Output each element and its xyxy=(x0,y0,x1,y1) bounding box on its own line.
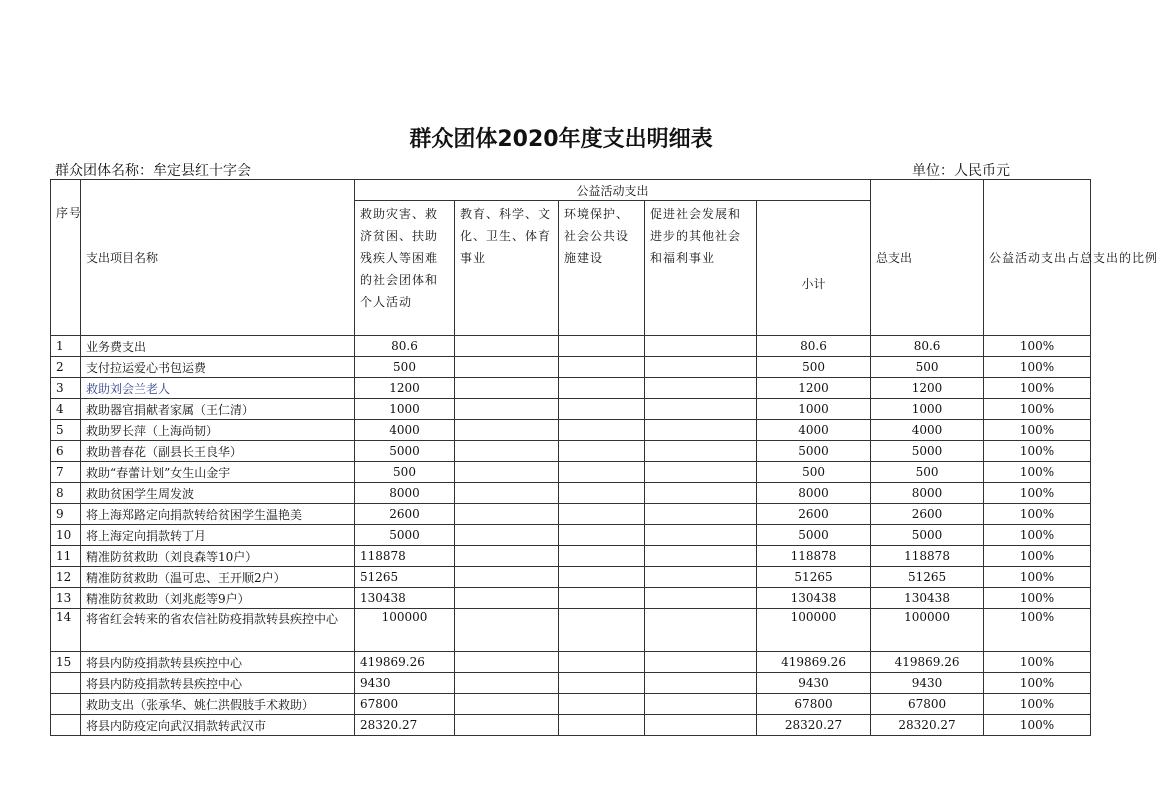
row-environment xyxy=(559,567,645,588)
row-environment xyxy=(559,715,645,736)
row-development xyxy=(645,462,757,483)
row-total: 100000 xyxy=(871,609,984,652)
row-environment xyxy=(559,378,645,399)
row-ratio: 100% xyxy=(984,357,1091,378)
row-total: 5000 xyxy=(871,441,984,462)
table-row xyxy=(51,462,1091,483)
row-seq: 8 xyxy=(51,483,81,504)
row-environment xyxy=(559,609,645,652)
row-relief: 28320.27 xyxy=(355,715,455,736)
row-education xyxy=(455,546,559,567)
row-subtotal: 4000 xyxy=(757,420,871,441)
row-environment xyxy=(559,525,645,546)
row-ratio: 100% xyxy=(984,378,1091,399)
row-education xyxy=(455,609,559,652)
row-ratio: 100% xyxy=(984,652,1091,673)
page-title: 群众团体2020年度支出明细表 xyxy=(409,127,713,152)
row-subtotal: 2600 xyxy=(757,504,871,525)
row-name: 救助普春花（副县长王良华） xyxy=(81,441,355,462)
row-development xyxy=(645,399,757,420)
row-seq: 10 xyxy=(51,525,81,546)
row-subtotal: 118878 xyxy=(757,546,871,567)
header-development: 促进社会发展和进步的其他社会和福利事业 xyxy=(645,201,757,336)
row-name: 救助刘会兰老人 xyxy=(81,378,355,399)
row-seq: 3 xyxy=(51,378,81,399)
row-name: 将上海郑路定向捐款转给贫困学生温艳美 xyxy=(81,504,355,525)
row-total: 118878 xyxy=(871,546,984,567)
row-total: 8000 xyxy=(871,483,984,504)
header-relief: 救助灾害、救济贫困、扶助残疾人等困难的社会团体和个人活动 xyxy=(355,201,455,336)
row-education xyxy=(455,525,559,546)
row-seq: 14 xyxy=(51,609,81,652)
row-subtotal: 5000 xyxy=(757,441,871,462)
table-row xyxy=(51,588,1091,609)
row-seq: 11 xyxy=(51,546,81,567)
row-development xyxy=(645,546,757,567)
row-total: 500 xyxy=(871,357,984,378)
expenditure-table xyxy=(50,179,1158,736)
row-ratio: 100% xyxy=(984,694,1091,715)
row-seq: 7 xyxy=(51,462,81,483)
row-development xyxy=(645,694,757,715)
row-subtotal: 5000 xyxy=(757,525,871,546)
row-name: 救助贫困学生周发波 xyxy=(81,483,355,504)
row-relief: 118878 xyxy=(355,546,455,567)
row-total: 51265 xyxy=(871,567,984,588)
row-environment xyxy=(559,336,645,357)
row-name: 救助罗长萍（上海尚韧） xyxy=(81,420,355,441)
row-development xyxy=(645,715,757,736)
row-environment xyxy=(559,588,645,609)
row-education xyxy=(455,483,559,504)
row-environment xyxy=(559,694,645,715)
row-seq: 6 xyxy=(51,441,81,462)
row-development xyxy=(645,504,757,525)
row-seq: 9 xyxy=(51,504,81,525)
row-subtotal: 1000 xyxy=(757,399,871,420)
table-row xyxy=(51,694,1091,715)
row-development xyxy=(645,420,757,441)
row-development xyxy=(645,525,757,546)
row-subtotal: 8000 xyxy=(757,483,871,504)
header-education: 教育、科学、文化、卫生、体育事业 xyxy=(455,201,559,336)
table-row xyxy=(51,336,1091,357)
row-seq xyxy=(51,715,81,736)
row-relief: 51265 xyxy=(355,567,455,588)
row-name: 救助支出（张承华、姚仁洪假肢手术救助） xyxy=(81,694,355,715)
row-education xyxy=(455,694,559,715)
row-subtotal: 67800 xyxy=(757,694,871,715)
row-environment xyxy=(559,673,645,694)
row-ratio: 100% xyxy=(984,609,1091,652)
row-relief: 130438 xyxy=(355,588,455,609)
row-environment xyxy=(559,399,645,420)
row-education xyxy=(455,441,559,462)
currency-unit: 单位：人民币元 xyxy=(912,163,1010,179)
row-name: 精准防贫救助（温可忠、王开顺2户） xyxy=(81,567,355,588)
table-row xyxy=(51,525,1091,546)
table-row xyxy=(51,546,1091,567)
row-name: 将上海定向捐款转丁月 xyxy=(81,525,355,546)
header-environment: 环境保护、社会公共设施建设 xyxy=(559,201,645,336)
row-education xyxy=(455,462,559,483)
row-seq: 1 xyxy=(51,336,81,357)
row-ratio: 100% xyxy=(984,420,1091,441)
row-name: 精准防贫救助（刘良森等10户） xyxy=(81,546,355,567)
row-ratio: 100% xyxy=(984,525,1091,546)
row-ratio: 100% xyxy=(984,504,1091,525)
row-seq: 13 xyxy=(51,588,81,609)
row-seq: 2 xyxy=(51,357,81,378)
row-relief: 419869.26 xyxy=(355,652,455,673)
row-ratio: 100% xyxy=(984,715,1091,736)
row-name: 将省红会转来的省农信社防疫捐款转县疾控中心 xyxy=(81,609,355,652)
row-development xyxy=(645,652,757,673)
row-development xyxy=(645,673,757,694)
row-seq: 12 xyxy=(51,567,81,588)
row-relief: 1000 xyxy=(355,399,455,420)
row-relief: 9430 xyxy=(355,673,455,694)
row-subtotal: 80.6 xyxy=(757,336,871,357)
row-total: 80.6 xyxy=(871,336,984,357)
row-development xyxy=(645,588,757,609)
row-total: 28320.27 xyxy=(871,715,984,736)
row-environment xyxy=(559,441,645,462)
row-total: 130438 xyxy=(871,588,984,609)
row-education xyxy=(455,336,559,357)
row-name: 将县内防疫捐款转县疾控中心 xyxy=(81,652,355,673)
table-row xyxy=(51,567,1091,588)
table-row xyxy=(51,399,1091,420)
row-education xyxy=(455,420,559,441)
row-relief: 500 xyxy=(355,357,455,378)
row-development xyxy=(645,483,757,504)
row-relief: 5000 xyxy=(355,441,455,462)
row-seq: 15 xyxy=(51,652,81,673)
row-name: 将县内防疫定向武汉捐款转武汉市 xyxy=(81,715,355,736)
row-total: 2600 xyxy=(871,504,984,525)
table-row xyxy=(51,357,1091,378)
row-subtotal: 419869.26 xyxy=(757,652,871,673)
row-education xyxy=(455,504,559,525)
row-ratio: 100% xyxy=(984,567,1091,588)
table-row xyxy=(51,504,1091,525)
table-row xyxy=(51,378,1091,399)
row-subtotal: 500 xyxy=(757,462,871,483)
row-name: 将县内防疫捐款转县疾控中心 xyxy=(81,673,355,694)
row-ratio: 100% xyxy=(984,441,1091,462)
row-environment xyxy=(559,652,645,673)
row-subtotal: 28320.27 xyxy=(757,715,871,736)
row-education xyxy=(455,673,559,694)
row-environment xyxy=(559,483,645,504)
row-ratio: 100% xyxy=(984,399,1091,420)
row-relief: 1200 xyxy=(355,378,455,399)
row-relief: 67800 xyxy=(355,694,455,715)
header-ratio: 公益活动支出占总支出的比例 xyxy=(984,180,1091,336)
row-development xyxy=(645,336,757,357)
table-row xyxy=(51,609,1091,652)
row-ratio: 100% xyxy=(984,462,1091,483)
row-environment xyxy=(559,420,645,441)
row-environment xyxy=(559,504,645,525)
row-education xyxy=(455,357,559,378)
row-seq xyxy=(51,694,81,715)
row-education xyxy=(455,652,559,673)
row-total: 500 xyxy=(871,462,984,483)
row-ratio: 100% xyxy=(984,483,1091,504)
header-seq: 序号 xyxy=(51,180,81,336)
row-development xyxy=(645,441,757,462)
table-row xyxy=(51,715,1091,736)
organization-name: 群众团体名称：牟定县红十字会 xyxy=(55,163,251,179)
row-education xyxy=(455,378,559,399)
row-relief: 4000 xyxy=(355,420,455,441)
header-public-welfare: 公益活动支出 xyxy=(355,180,871,201)
row-subtotal: 500 xyxy=(757,357,871,378)
row-development xyxy=(645,609,757,652)
row-total: 9430 xyxy=(871,673,984,694)
row-name: 救助器官捐献者家属（王仁清） xyxy=(81,399,355,420)
row-environment xyxy=(559,546,645,567)
table-row xyxy=(51,483,1091,504)
row-development xyxy=(645,378,757,399)
row-environment xyxy=(559,357,645,378)
row-subtotal: 100000 xyxy=(757,609,871,652)
row-name: 救助“春蕾计划”女生山金宇 xyxy=(81,462,355,483)
header-item-name: 支出项目名称 xyxy=(81,180,355,336)
header-subtotal: 小计 xyxy=(757,201,871,336)
row-development xyxy=(645,567,757,588)
table-row xyxy=(51,673,1091,694)
row-ratio: 100% xyxy=(984,546,1091,567)
row-development xyxy=(645,357,757,378)
row-subtotal: 130438 xyxy=(757,588,871,609)
row-ratio: 100% xyxy=(984,673,1091,694)
table-row xyxy=(51,441,1091,462)
table-row xyxy=(51,420,1091,441)
row-subtotal: 51265 xyxy=(757,567,871,588)
row-name: 支付拉运爱心书包运费 xyxy=(81,357,355,378)
row-name: 业务费支出 xyxy=(81,336,355,357)
row-education xyxy=(455,715,559,736)
row-relief: 5000 xyxy=(355,525,455,546)
row-relief: 8000 xyxy=(355,483,455,504)
row-total: 1200 xyxy=(871,378,984,399)
row-environment xyxy=(559,462,645,483)
row-subtotal: 9430 xyxy=(757,673,871,694)
table-row xyxy=(51,652,1091,673)
row-ratio: 100% xyxy=(984,588,1091,609)
row-ratio: 100% xyxy=(984,336,1091,357)
row-total: 419869.26 xyxy=(871,652,984,673)
row-relief: 2600 xyxy=(355,504,455,525)
row-seq xyxy=(51,673,81,694)
row-seq: 5 xyxy=(51,420,81,441)
row-relief: 500 xyxy=(355,462,455,483)
row-total: 4000 xyxy=(871,420,984,441)
row-education xyxy=(455,399,559,420)
row-relief: 80.6 xyxy=(355,336,455,357)
row-name: 精准防贫救助（刘兆彪等9户） xyxy=(81,588,355,609)
row-total: 5000 xyxy=(871,525,984,546)
row-seq: 4 xyxy=(51,399,81,420)
row-relief: 100000 xyxy=(355,609,455,652)
row-subtotal: 1200 xyxy=(757,378,871,399)
row-total: 67800 xyxy=(871,694,984,715)
row-education xyxy=(455,567,559,588)
row-total: 1000 xyxy=(871,399,984,420)
header-total: 总支出 xyxy=(871,180,984,336)
row-education xyxy=(455,588,559,609)
